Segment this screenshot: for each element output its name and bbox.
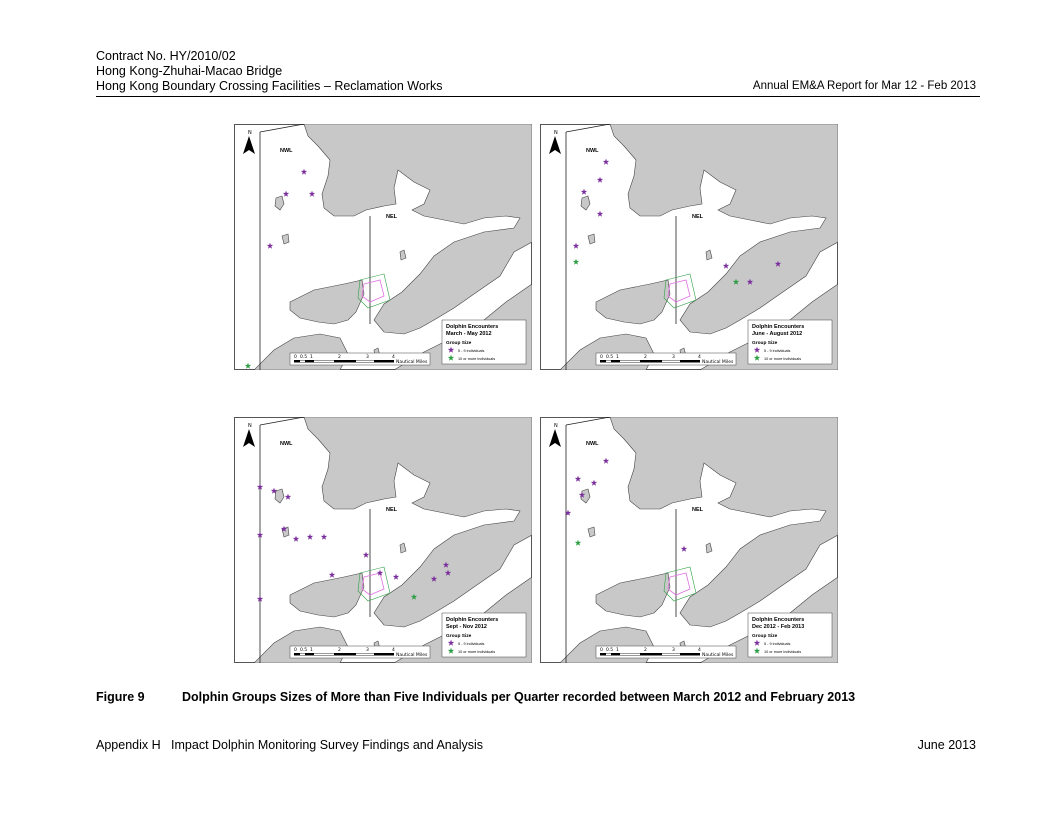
dolphin-map-1 [234, 124, 532, 370]
report-title: Annual EM&A Report for Mar 12 - Feb 2013 [752, 80, 976, 92]
svg-text:3: 3 [672, 648, 675, 653]
svg-text:5 - 9 individuals: 5 - 9 individuals [458, 642, 485, 646]
svg-text:5 - 9 individuals: 5 - 9 individuals [764, 349, 791, 353]
header-rule [96, 96, 980, 97]
svg-text:1: 1 [310, 648, 313, 653]
nwl-label: NWL [280, 148, 293, 154]
nwl-label: NWL [280, 441, 293, 447]
svg-text:5 - 9 individuals: 5 - 9 individuals [458, 349, 485, 353]
svg-text:0: 0 [600, 355, 603, 360]
project-name: Hong Kong-Zhuhai-Macao Bridge [96, 64, 283, 78]
north-label: N [554, 423, 558, 429]
svg-text:3: 3 [366, 648, 369, 653]
svg-text:Group Size: Group Size [752, 341, 778, 346]
dolphin-map-3 [234, 417, 532, 663]
svg-text:Nautical Miles: Nautical Miles [702, 360, 734, 365]
svg-text:0.5: 0.5 [606, 355, 614, 360]
contract-number: Contract No. HY/2010/02 [96, 49, 236, 63]
svg-text:10 or more individuals: 10 or more individuals [458, 650, 496, 654]
svg-text:2: 2 [338, 648, 341, 653]
dolphin-map-2 [540, 124, 838, 370]
svg-text:1: 1 [310, 355, 313, 360]
svg-text:Dolphin Encounters: Dolphin Encounters [752, 324, 805, 330]
svg-text:3: 3 [672, 355, 675, 360]
svg-text:Dolphin Encounters: Dolphin Encounters [446, 324, 499, 330]
svg-text:0.5: 0.5 [606, 648, 614, 653]
svg-text:Sept - Nov 2012: Sept - Nov 2012 [446, 624, 487, 630]
svg-text:0.5: 0.5 [300, 355, 308, 360]
svg-text:Nautical Miles: Nautical Miles [702, 653, 734, 658]
svg-text:Group Size: Group Size [446, 634, 472, 639]
svg-text:4: 4 [698, 355, 701, 360]
footer-date: June 2013 [917, 738, 976, 752]
svg-text:0.5: 0.5 [300, 648, 308, 653]
svg-text:Dec 2012 - Feb 2013: Dec 2012 - Feb 2013 [752, 624, 805, 630]
map-canvas [540, 417, 838, 663]
svg-text:4: 4 [392, 648, 395, 653]
nel-label: NEL [386, 507, 397, 513]
map-canvas [234, 417, 532, 663]
svg-text:Group Size: Group Size [752, 634, 778, 639]
nel-label: NEL [692, 214, 703, 220]
svg-text:Nautical Miles: Nautical Miles [396, 653, 428, 658]
svg-text:4: 4 [392, 355, 395, 360]
figure-caption [96, 690, 855, 704]
svg-text:Dolphin Encounters: Dolphin Encounters [446, 617, 499, 623]
svg-text:10 or more individuals: 10 or more individuals [764, 357, 802, 361]
page-header [96, 49, 976, 94]
svg-text:1: 1 [616, 355, 619, 360]
north-label: N [248, 423, 252, 429]
map-canvas [540, 124, 838, 370]
figure-title: Dolphin Groups Sizes of More than Five Individuals per Quarter recorded between March 2012 and February 2013 [182, 690, 856, 704]
nwl-label: NWL [586, 148, 599, 154]
svg-text:5 - 9 individuals: 5 - 9 individuals [764, 642, 791, 646]
svg-text:2: 2 [644, 648, 647, 653]
north-label: N [554, 130, 558, 136]
svg-text:0: 0 [294, 355, 297, 360]
nwl-label: NWL [586, 441, 599, 447]
svg-text:June - August 2012: June - August 2012 [752, 331, 803, 337]
nel-label: NEL [692, 507, 703, 513]
svg-text:Nautical Miles: Nautical Miles [396, 360, 428, 365]
svg-text:0: 0 [294, 648, 297, 653]
svg-text:10 or more individuals: 10 or more individuals [458, 357, 496, 361]
svg-text:0: 0 [600, 648, 603, 653]
svg-text:2: 2 [644, 355, 647, 360]
page-footer [96, 738, 976, 752]
svg-text:Group Size: Group Size [446, 341, 472, 346]
project-subtitle: Hong Kong Boundary Crossing Facilities – Reclamation Works [96, 79, 443, 93]
svg-text:March - May 2012: March - May 2012 [446, 331, 492, 337]
svg-text:3: 3 [366, 355, 369, 360]
svg-text:Dolphin Encounters: Dolphin Encounters [752, 617, 805, 623]
dolphin-map-4 [540, 417, 838, 663]
map-canvas [234, 124, 532, 370]
figure-number: Figure 9 [96, 690, 145, 704]
svg-text:10 or more individuals: 10 or more individuals [764, 650, 802, 654]
appendix-label: Appendix H Impact Dolphin Monitoring Survey Findings and Analysis [96, 738, 484, 752]
svg-text:1: 1 [616, 648, 619, 653]
svg-text:2: 2 [338, 355, 341, 360]
svg-text:4: 4 [698, 648, 701, 653]
north-label: N [248, 130, 252, 136]
nel-label: NEL [386, 214, 397, 220]
